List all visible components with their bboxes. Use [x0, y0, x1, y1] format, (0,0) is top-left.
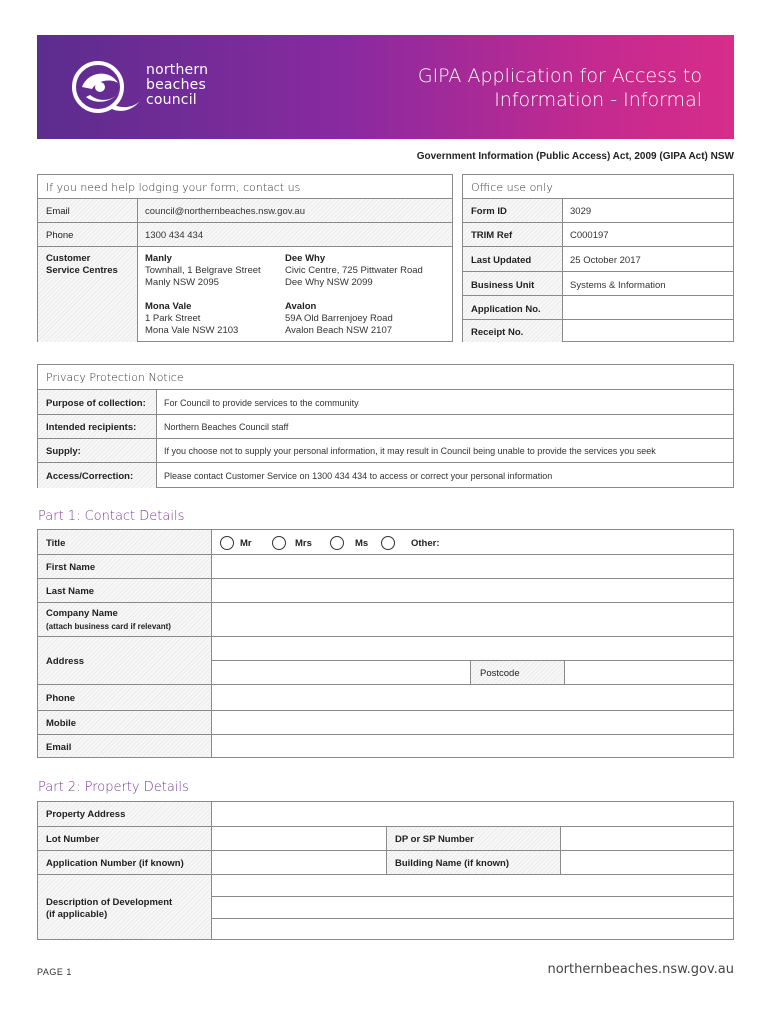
radio-mrs-label: Mrs: [295, 538, 312, 549]
application-number-input[interactable]: [212, 851, 386, 874]
privacy-value: Northern Beaches Council staff: [164, 422, 289, 432]
form-title: [418, 64, 702, 112]
privacy-value: If you choose not to supply your personal information, it may result in Council being unable to provide the services you seek: [164, 446, 656, 456]
privacy-label: Access/Correction:: [46, 471, 134, 482]
office-label: Business Unit: [471, 280, 535, 291]
property-address-input[interactable]: [212, 802, 733, 826]
help-centres-row: [38, 246, 452, 342]
office-row: [463, 271, 733, 295]
legislation-reference: Government Information (Public Access) Act, 2009 (GIPA Act) NSW: [416, 151, 734, 162]
part1-title: Part 1: Contact Details: [38, 509, 185, 524]
help-email-row: [38, 198, 452, 222]
help-phone-row: [38, 222, 452, 246]
last-name-label: Last Name: [46, 586, 95, 597]
phone-input[interactable]: [212, 685, 733, 710]
centre-avalon: [285, 301, 393, 337]
office-label: Form ID: [471, 206, 507, 217]
lot-row: [38, 826, 733, 850]
council-wordmark: [146, 63, 208, 108]
radio-ms-label: Ms: [355, 538, 369, 549]
building-name-label: Building Name (if known): [395, 858, 509, 869]
application-number-label: Application Number (if known): [46, 858, 184, 869]
form-title-line-1: GIPA Application for Access to: [417, 65, 702, 87]
office-value: 3029: [570, 206, 592, 217]
privacy-header: Privacy Protection Notice: [46, 371, 184, 384]
office-row: [463, 319, 733, 342]
building-name-input[interactable]: [561, 851, 733, 874]
centres-label-line-2: Service Centres: [46, 265, 118, 276]
centre-avalon-name: Avalon: [285, 301, 317, 312]
office-value: 25 October 2017: [570, 255, 641, 266]
mobile-input[interactable]: [212, 711, 733, 734]
mobile-row: [38, 710, 733, 734]
centre-avalon-line-2: Avalon Beach NSW 2107: [285, 325, 393, 336]
company-row: [38, 602, 733, 636]
office-label: Last Updated: [471, 255, 532, 266]
wordmark-line-3: council: [146, 92, 197, 108]
help-phone-label: Phone: [46, 230, 74, 241]
radio-ms[interactable]: [330, 536, 344, 550]
help-contact-box: [37, 174, 453, 342]
email-row: [38, 734, 733, 758]
dp-sp-label: DP or SP Number: [395, 834, 474, 845]
wordmark-line-2: beaches: [146, 77, 206, 93]
privacy-value: Please contact Customer Service on 1300 434 434 to access or correct your personal information: [164, 471, 553, 481]
centre-monavale-name: Mona Vale: [145, 301, 192, 312]
form-title-line-2: Information - Informal: [494, 89, 702, 111]
centre-manly: [145, 253, 261, 289]
header-banner: [37, 35, 734, 139]
office-label: TRIM Ref: [471, 230, 513, 241]
privacy-label: Purpose of collection:: [46, 398, 146, 409]
description-row: [38, 874, 733, 940]
centre-deewhy-name: Dee Why: [285, 253, 326, 264]
company-label: Company Name: [46, 608, 118, 619]
postcode-input[interactable]: [565, 661, 733, 685]
help-header: If you need help lodging your form, contact us: [46, 181, 301, 194]
description-input-line-1[interactable]: [212, 875, 733, 897]
page-number: PAGE 1: [37, 967, 72, 977]
first-name-input[interactable]: [212, 555, 733, 578]
privacy-notice-box: [37, 364, 734, 488]
company-note: (attach business card if relevant): [46, 622, 171, 631]
office-value: Systems & Information: [570, 280, 666, 291]
description-input-line-3[interactable]: [212, 919, 733, 941]
address-row: [38, 636, 733, 684]
description-input-line-2[interactable]: [212, 897, 733, 919]
property-address-label: Property Address: [46, 809, 126, 820]
last-name-input[interactable]: [212, 579, 733, 602]
centre-deewhy: [285, 253, 423, 289]
radio-mr-label: Mr: [240, 538, 252, 549]
company-input[interactable]: [212, 603, 733, 636]
description-label-line-2: (if applicable): [46, 909, 108, 920]
privacy-row: [38, 414, 733, 438]
address-input-line-1[interactable]: [212, 637, 733, 661]
first-name-label: First Name: [46, 562, 96, 573]
office-row: [463, 222, 733, 246]
centre-monavale: [145, 301, 238, 337]
council-logo-icon: [68, 57, 142, 119]
centre-manly-line-1: Townhall, 1 Belgrave Street: [145, 265, 261, 276]
office-label: Receipt No.: [471, 327, 524, 338]
address-label: Address: [46, 656, 85, 667]
centre-deewhy-line-2: Dee Why NSW 2099: [285, 277, 373, 288]
postcode-label: Postcode: [480, 668, 520, 679]
dp-sp-input[interactable]: [561, 827, 733, 850]
phone-row: [38, 684, 733, 710]
property-details-table: [37, 801, 734, 940]
office-value: C000197: [570, 230, 609, 241]
lot-number-label: Lot Number: [46, 834, 100, 845]
help-phone-value: 1300 434 434: [145, 230, 204, 241]
centre-manly-line-2: Manly NSW 2095: [145, 277, 219, 288]
centres-label-line-1: Customer: [46, 253, 91, 264]
privacy-row: [38, 462, 733, 488]
email-label: Email: [46, 742, 72, 753]
privacy-row: [38, 389, 733, 414]
last-name-row: [38, 578, 733, 602]
title-label: Title: [46, 538, 66, 549]
address-input-line-2[interactable]: [212, 661, 470, 685]
centre-avalon-line-1: 59A Old Barrenjoey Road: [285, 313, 393, 324]
radio-other[interactable]: [381, 536, 395, 550]
footer-website[interactable]: northernbeaches.nsw.gov.au: [547, 962, 734, 977]
office-row: [463, 295, 733, 319]
privacy-label: Intended recipients:: [46, 422, 137, 433]
radio-mrs[interactable]: [272, 536, 286, 550]
help-email-label: Email: [46, 206, 70, 217]
radio-other-label: Other:: [411, 538, 440, 549]
lot-number-input[interactable]: [212, 827, 386, 850]
centre-deewhy-line-1: Civic Centre, 725 Pittwater Road: [285, 265, 423, 276]
privacy-label: Supply:: [46, 446, 81, 457]
phone-label: Phone: [46, 693, 76, 704]
privacy-value: For Council to provide services to the community: [164, 398, 359, 408]
part2-title: Part 2: Property Details: [38, 780, 189, 795]
email-input[interactable]: [212, 735, 733, 758]
office-use-box: [462, 174, 734, 342]
contact-details-table: [37, 529, 734, 758]
wordmark-line-1: northern: [146, 62, 209, 78]
application-row: [38, 850, 733, 874]
office-header: Office use only: [471, 181, 553, 194]
radio-mr[interactable]: [220, 536, 234, 550]
office-row: [463, 246, 733, 271]
office-row: [463, 198, 733, 222]
help-email-value[interactable]: council@northernbeaches.nsw.gov.au: [145, 206, 305, 217]
centre-manly-name: Manly: [145, 253, 172, 264]
centre-monavale-line-2: Mona Vale NSW 2103: [145, 325, 239, 336]
privacy-row: [38, 438, 733, 462]
description-label-line-1: Description of Development: [46, 897, 173, 908]
office-label: Application No.: [471, 304, 541, 315]
first-name-row: [38, 554, 733, 578]
centre-monavale-line-1: 1 Park Street: [145, 313, 201, 324]
mobile-label: Mobile: [46, 718, 77, 729]
